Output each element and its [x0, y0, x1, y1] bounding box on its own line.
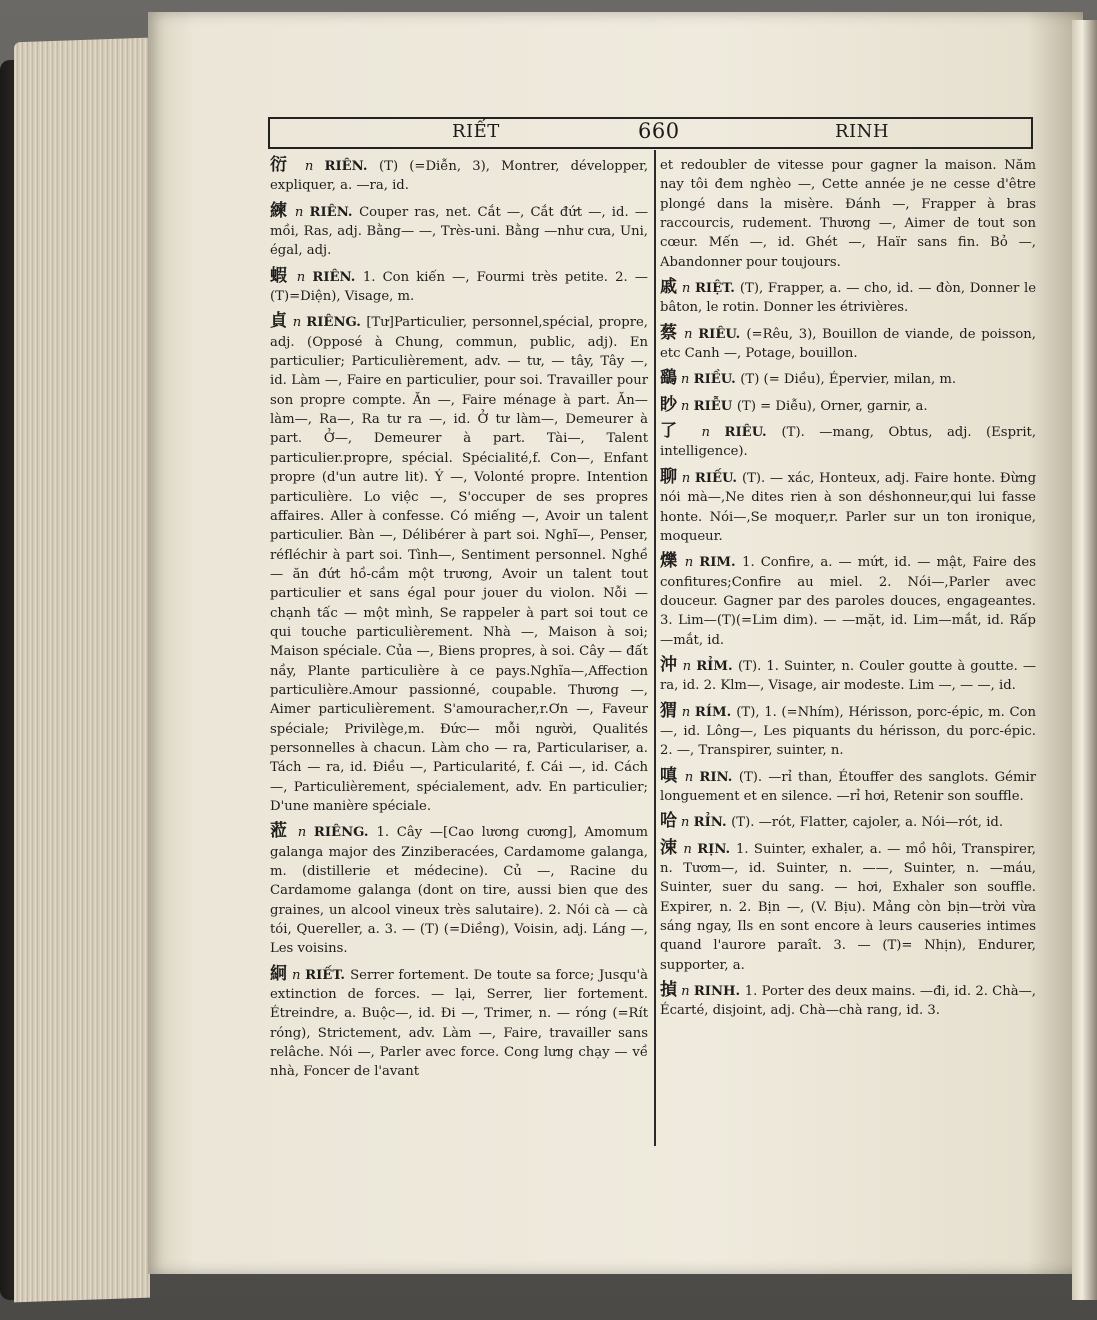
entry-headword: RINH.: [693, 984, 745, 1000]
dictionary-entry: [270, 156, 648, 196]
entry-definition: (T) (=Diễn, 3), Montrer, développer, expliquer, a. —ra, id.: [270, 159, 649, 194]
entry-pos: n: [296, 269, 313, 285]
dictionary-entry: [660, 839, 1036, 975]
entry-headword: RIÊN.: [309, 204, 360, 220]
entry-pos: n: [681, 984, 694, 1000]
header-left-word: RIẾT: [452, 121, 500, 142]
entry-definition: Serrer fortement. De toute sa force; Jusqu'à extinction de forces. — lại, Serrer, lier fortement. Étreindre, a. Buộc—, id. Đi —, Trimer, n. — róng (=Rít róng), Strictement, adv. Làm —, Faire, travailler sans relâche. Nói —, Parler avec force. Cong lưng chạy — về nhà, Foncer de l'avant: [270, 967, 648, 1080]
facing-page-edge: [1072, 20, 1097, 1300]
entry-character: 蔡: [660, 322, 684, 343]
dictionary-entry: [270, 202, 648, 261]
entry-pos: n: [292, 315, 307, 331]
entry-character: 貞: [270, 311, 293, 332]
entry-definition: (T), 1. (=Nhím), Hérisson, porc-épic, m. Con—, id. Lông—, Les piquants du hérisson, du porc-épic. 2. —, Transpirer, suinter, n.: [660, 704, 1036, 759]
entry-definition: (=Rêu, 3), Bouillon de viande, de poisson, etc Canh —, Potage, bouillon.: [660, 326, 1036, 362]
dictionary-entry: [660, 552, 1036, 650]
entry-definition: 1. Suinter, exhaler, a. — mồ hôi, Transpirer, n. Tươm—, id. Suinter, n. ——, Suinter, n. —máu, Suinter, suer du sang. — hơi, Exhaler son souffle. Expirer, n. 2. Bịn —, (V. Bịu). Mảng còn bịn—trời vừa sáng ngay, Ils en sont encore à leurs causeries intimes quand l'aurore paraît. 3. — (T)= Nhịn), Endurer, supporter, a.: [660, 841, 1036, 973]
entry-character: 練: [270, 200, 295, 221]
entry-definition: Couper ras, net. Cắt —, Cắt đứt —, id. —mồi, Ras, adj. Bằng— —, Très-uni. Bằng —như cưa, Uni, égal, adj.: [270, 204, 649, 259]
header-right-word: RINH: [835, 121, 890, 142]
entry-headword: RIÊNG.: [313, 825, 377, 841]
entry-character: 絅: [270, 963, 292, 984]
entry-definition: 1. Con kiến —, Fourmi très petite. 2. — (T)=Diện), Visage, m.: [270, 269, 648, 305]
entry-definition: 1. Confire, a. — mứt, id. — mật, Faire des confitures;Confire au miel. 2. Nói—,Parler avec douceur. Gagner par des paroles douces, engageantes. 3. Lim—(T)(=Lim dim). — —mặt, id. Lim—mắt, id. Rấp—mắt, id.: [660, 555, 1037, 648]
entry-pos: n: [291, 967, 306, 983]
entry-headword: RIM.: [699, 555, 743, 571]
entry-character: 猬: [660, 700, 682, 721]
dictionary-entry: [660, 812, 1036, 832]
entry-pos: n: [681, 470, 695, 486]
entry-definition: (T). —rỉ than, Étouffer des sanglots. Gémir longuement et en silence. —rỉ hơi, Retenir son souffle.: [660, 769, 1037, 804]
entry-pos: n: [681, 281, 695, 297]
entry-headword: RIÊNG.: [306, 315, 367, 331]
entry-pos: n: [683, 326, 699, 342]
entry-pos: n: [297, 825, 314, 841]
entry-pos: n: [684, 555, 700, 571]
entry-pos: n: [680, 398, 694, 414]
dictionary-entry: [660, 396, 1036, 416]
entry-character: 蝦: [270, 265, 297, 286]
dictionary-entry: [270, 267, 648, 307]
column-divider: [654, 150, 656, 1146]
entry-pos: n: [684, 769, 700, 785]
entry-headword: RIÊU.: [698, 326, 747, 342]
page-edges: [14, 38, 150, 1303]
entry-headword: RIỄU: [693, 398, 737, 414]
entry-definition: (T). — xác, Honteux, adj. Faire honte. Đừng nói mà—,Ne dites rien à son déshonneur,qui lui fasse honte. Nói—,Se moquer,r. Parler sur un ton ironique, moqueur.: [660, 470, 1037, 544]
entry-definition: (T). 1. Suinter, n. Couler goutte à goutte. —ra, id. 2. Klm—, Visage, air modeste. Lim —, — —, id.: [660, 658, 1037, 694]
dictionary-entry: [270, 965, 648, 1082]
right-column: [660, 156, 1036, 1027]
entry-definition: (T) = Diễu), Orner, garnir, a.: [736, 398, 928, 414]
entry-character: 沖: [660, 654, 683, 675]
page-header: [268, 117, 1033, 149]
dictionary-entry: [660, 468, 1036, 546]
dictionary-entry: [660, 767, 1036, 807]
entry-pos: n: [681, 704, 695, 720]
entry-headword: RỈM.: [696, 658, 738, 674]
entry-character: 嗔: [660, 765, 685, 786]
entry-definition: 1. Porter des deux mains. —đi, id. 2. Chà—, Écarté, disjoint, adj. Chà—chà rang, id. 3.: [660, 984, 1036, 1019]
dictionary-entry: [660, 656, 1036, 696]
dictionary-entry: [660, 156, 1036, 272]
entry-definition: (T), Frapper, a. — cho, id. — đòn, Donner le bâton, le rotin. Donner les étrivières.: [660, 281, 1037, 316]
page-number: 660: [638, 119, 680, 143]
entry-definition: (T) (= Diều), Épervier, milan, m.: [740, 372, 957, 388]
dictionary-entry: [270, 312, 648, 816]
entry-definition: (T). —rót, Flatter, cajoler, a. Nói—rót, id.: [731, 815, 1004, 831]
entry-headword: RỈN.: [693, 815, 732, 831]
entry-character: 爍: [660, 551, 685, 572]
dictionary-entry: [660, 422, 1036, 462]
left-column: [270, 156, 648, 1088]
dictionary-entry: [660, 369, 1036, 389]
entry-headword: RIẾU.: [694, 470, 742, 486]
entry-character: 蒞: [270, 821, 298, 842]
entry-headword: RỊN.: [697, 841, 736, 857]
entry-character: 哈: [660, 811, 681, 832]
entry-pos: n: [682, 658, 697, 674]
entry-headword: RIN.: [699, 769, 739, 785]
entry-definition: (T). —mang, Obtus, adj. (Esprit, intelligence).: [660, 425, 1037, 460]
entry-pos: n: [701, 425, 725, 441]
entry-definition: 1. Cây —[Cao lương cương], Amomum galanga major des Zinziberacées, Cardamome galanga, m. (distillerie et médecine). Củ —, Racine du Cardamome galanga (dont on tire, aussi bien que des graines, un alcool vineux très salutaire). 2. Nói cà — cà tói, Quereller, a. 3. — (T) (=Diềng), Voisin, adj. Láng —, Les voisins.: [270, 825, 648, 957]
entry-character: 戚: [660, 277, 682, 298]
entry-pos: n: [680, 815, 694, 831]
entry-pos: n: [683, 841, 698, 857]
entry-character: 聊: [660, 466, 682, 487]
entry-pos: n: [304, 159, 325, 174]
entry-character: 了: [660, 421, 702, 442]
entry-headword: RIÊU.: [724, 425, 782, 441]
entry-headword: RIẾT.: [305, 967, 351, 983]
dictionary-entry: [660, 278, 1036, 318]
entry-pos: n: [294, 204, 310, 220]
entry-pos: n: [680, 372, 694, 388]
entry-character: 衍: [270, 155, 305, 175]
dictionary-entry: [660, 981, 1036, 1021]
entry-headword: RIỆT.: [694, 281, 740, 297]
entry-character: 眇: [660, 394, 681, 415]
entry-character: 涑: [660, 837, 684, 858]
entry-definition: et redoubler de vitesse pour gagner la maison. Năm nay tôi đem nghèo —, Cette année je ne cesse d'être plongé dans la misère. Đánh —, Frapper à bras raccourcis, rudement. Thương —, Aimer de tout son cœur. Mến —, id. Ghét —, Haïr sans fin. Bỏ —, Abandonner pour toujours.: [660, 158, 1036, 270]
dictionary-entry: [660, 324, 1036, 364]
entry-headword: RIÊN.: [324, 159, 380, 174]
entry-headword: RIỀU.: [693, 372, 741, 388]
entry-character: 揁: [660, 980, 682, 1001]
entry-headword: RIÊN.: [312, 269, 363, 285]
dictionary-entry: [270, 822, 648, 958]
entry-definition: [Tư]Particulier, personnel,spécial, propre, adj. (Opposé à Chung, commun, public, adj). En particulier; Particulièrement, adv. — tư, — tây, Tây —, id. Làm —, Faire en particulier, pour soi. Travailler pour son propre compte. Ăn —, Faire ménage à part. Ăn—làm—, Ra—, Ra tư ra —, id. Ở tư làm—, Demeurer à part. Ở—, Demeurer à part. Tài—, Talent particulier.propre, spécial. Spécialité,f. Con—, Enfant propre (d'un autre lit). Ý —, Volonté propre. Intention particulière. Lo việc —, S'occuper de ses propres affaires. Aller à confesse. Có miếng —, Avoir un talent particulier. Bàn —, Délibérer à part soi. Nghĩ—, Penser, réfléchir à part soi. Tình—, Sentiment personnel. Nghề — ăn đứt hồ-cầm một trương, Avoir un talent tout particulier et sans égal pour jouer du violon. Nỗi — chạnh tấc — một mình, Se rappeler à part soi tout ce qui touche particulièrement. Nhà —, Maison à soi; Maison spéciale. Của —, Biens propres, à soi. Cây — đất nầy, Plante particulière à ce pays.Nghĩa—,Affection particulière.Amour passionné, coupable. Thương —, Aimer particulièrement. S'amouracher,r.Ơn —, Faveur spéciale; Privilège,m. Đức— mỗi người, Qualités personnelles à chacun. Làm cho — ra, Particulariser, a. Tách — ra, id. Điều —, Particularité, f. Cái —, id. Cách —, Particulièrement, spécialement, adv. En particulier; D'une manière spéciale.: [270, 315, 648, 814]
entry-character: 鷂: [660, 368, 681, 389]
dictionary-entry: [660, 702, 1036, 761]
entry-headword: RÍM.: [694, 704, 737, 720]
